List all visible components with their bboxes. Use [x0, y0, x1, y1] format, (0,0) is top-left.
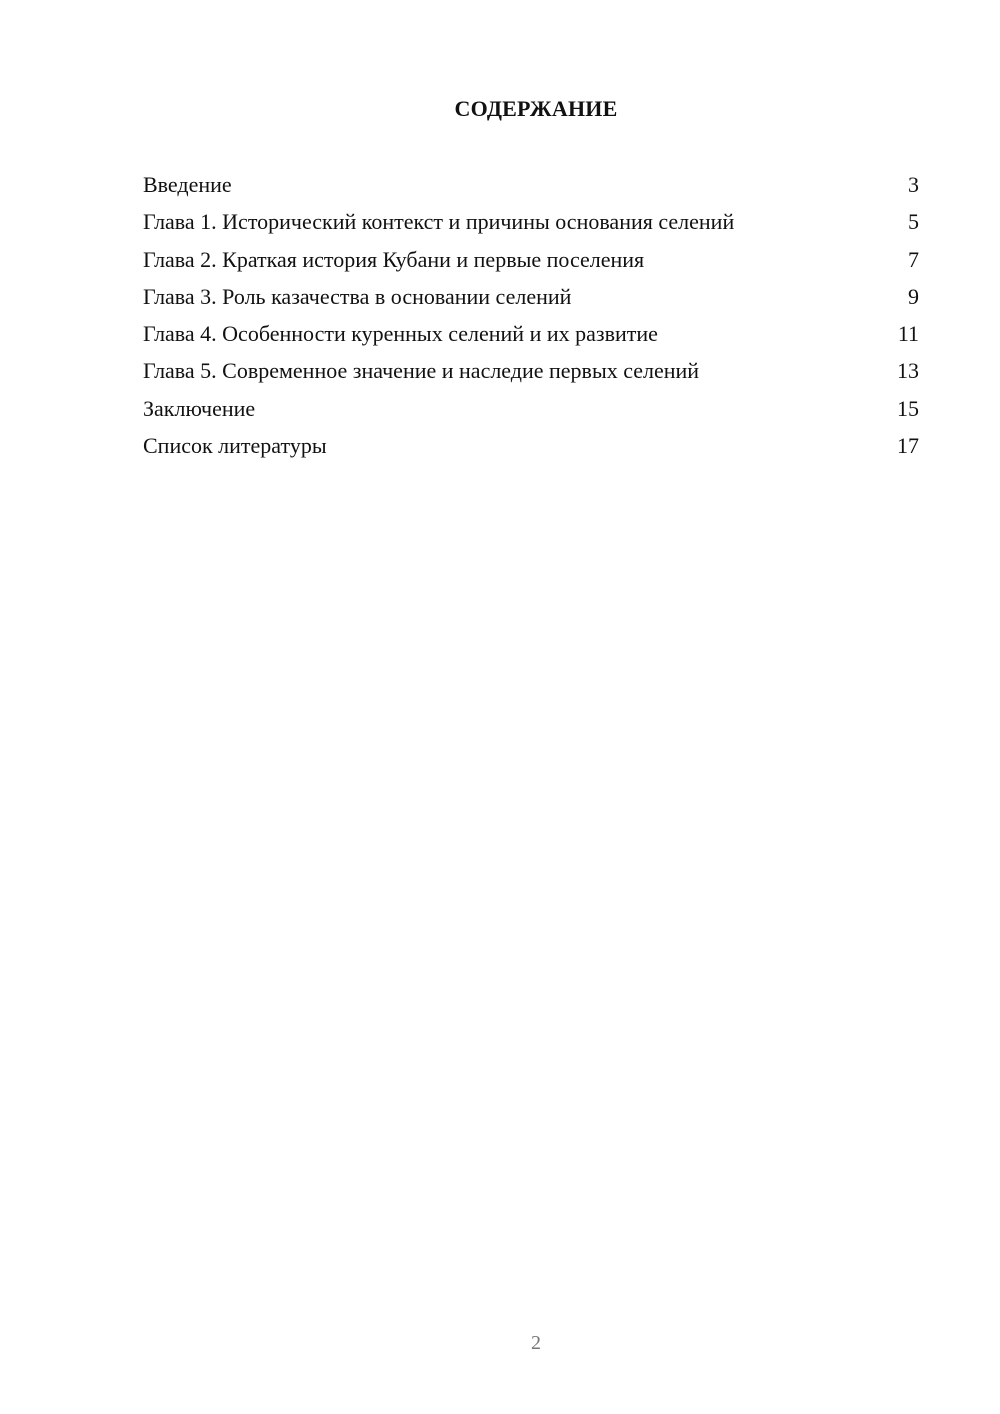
- toc-entry-page: 3: [908, 172, 919, 197]
- toc-entry-page: 15: [897, 395, 919, 421]
- toc-entry: [143, 429, 919, 466]
- toc-entry: [143, 280, 919, 317]
- toc-entry-page: 17: [897, 433, 919, 459]
- toc-entry: [143, 354, 919, 391]
- toc-entry-title: Глава 1. Исторический контекст и причины основания селений: [143, 209, 735, 235]
- toc-entry-title: Глава 4. Особенности куренных селений и их развитие: [143, 321, 658, 347]
- toc-entry-title: Список литературы: [143, 433, 327, 459]
- toc-entry-title: Глава 2. Краткая история Кубани и первые поселения: [143, 246, 645, 272]
- page-number: 2: [531, 1332, 541, 1354]
- toc-entry: [143, 317, 919, 354]
- toc-entry-title: Глава 5. Современное значение и наследие первых селений: [143, 358, 700, 384]
- toc-entry-page: 13: [897, 358, 919, 384]
- toc-entry-page: 9: [908, 283, 919, 309]
- toc-entry: [143, 168, 919, 205]
- toc-entry-title: Глава 3. Роль казачества в основании селений: [143, 283, 572, 309]
- toc-entry-page: 7: [908, 246, 919, 272]
- toc-entry-title: Введение: [143, 172, 232, 197]
- toc-entry-page: 11: [897, 321, 919, 347]
- toc-entry-title: Заключение: [143, 395, 256, 421]
- toc-entry: [143, 205, 919, 242]
- toc-entry-page: 5: [908, 209, 919, 235]
- toc-entry: [143, 243, 919, 280]
- page-title: СОДЕРЖАНИЕ: [454, 96, 618, 121]
- toc-entry: [143, 392, 919, 429]
- table-of-contents: [143, 168, 919, 466]
